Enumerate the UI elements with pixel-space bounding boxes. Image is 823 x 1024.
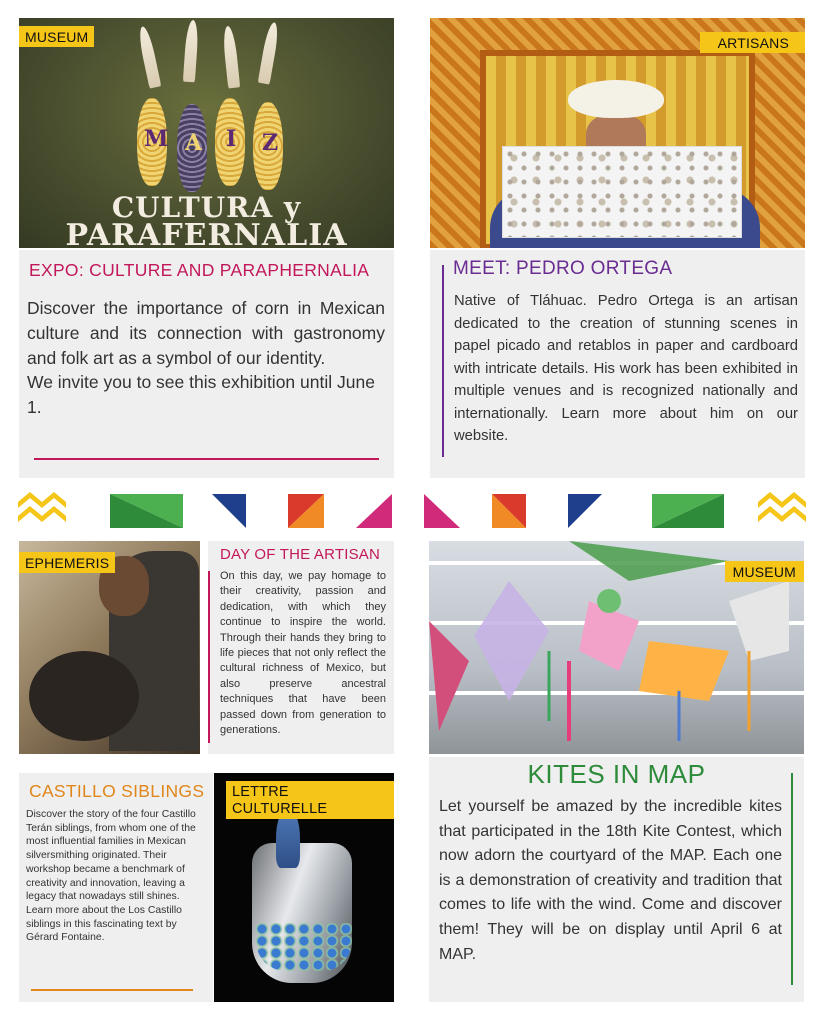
silver-pitcher-image[interactable] xyxy=(214,773,394,1002)
blue-triangle-shape xyxy=(212,494,246,528)
expo-card xyxy=(19,250,394,478)
meet-card xyxy=(430,250,805,478)
meet-accent-line xyxy=(442,265,444,457)
museum-tag: MUSEUM xyxy=(725,561,804,582)
magenta-triangle-shape xyxy=(424,494,460,528)
kites-card xyxy=(429,757,804,1002)
maiz-letter: A xyxy=(185,130,203,156)
artisans-tag: ARTISANS xyxy=(700,32,805,53)
kites-in-map-image[interactable] xyxy=(429,541,804,754)
expo-underline xyxy=(34,458,379,460)
castillo-text xyxy=(26,808,208,945)
clay-pot xyxy=(29,651,139,741)
expo-text-p2: We invite you to see this exhibition until June 1. xyxy=(27,372,375,418)
artisan-day-text: On this day, we pay homage to their creativity, passion and dedication, with which they continue to inspire the world. Through their hands they bring to life pieces that not only reflect the cultural richness of Mexico, but also preserve ancestral techniques that have been passed down from generation to generations. xyxy=(220,570,386,737)
poster-title-line1: CULTURA y xyxy=(111,191,302,224)
castillo-text-p1: Discover the story of the four Castillo Terán siblings, from whom one of the most influential families in Mexican silversmithing originated. Their workshop became a benchmark of creativity and innovation, leaving a legacy that nowadays still shines. xyxy=(26,809,196,903)
expo-title[interactable]: EXPO: CULTURE AND PARAPHERNALIA xyxy=(29,260,370,280)
decorative-band xyxy=(0,488,823,532)
meet-text: Native of Tláhuac. Pedro Ortega is an artisan dedicated to the creation of stunning scenes in papel picado and retablos in paper and cardboard with intricate details. His work has been exhibited in multiple venues and is recognized nationally and internationally. Learn more about him on our website. xyxy=(454,293,798,444)
lettre-culturelle-tag: LETTRE CULTURELLE xyxy=(226,781,394,819)
museum-tag: MUSEUM xyxy=(19,26,94,47)
zigzag-right xyxy=(758,492,806,522)
maiz-letter: Z xyxy=(262,130,279,156)
maiz-poster-image[interactable] xyxy=(19,18,394,248)
kites-accent-line xyxy=(791,773,793,985)
expo-text xyxy=(27,296,385,420)
castillo-text-p2: Learn more about the Los Castillo siblings in this fascinating text by Gérard Fontaine. xyxy=(26,904,182,944)
artisan-day-accent-line xyxy=(208,571,210,743)
artisan-pedro-ortega-image[interactable] xyxy=(430,18,805,248)
artisan-day-card xyxy=(208,541,394,754)
castillo-underline xyxy=(31,989,193,991)
artisan-day-title[interactable]: DAY OF THE ARTISAN xyxy=(220,546,381,563)
peacock-feathers xyxy=(256,923,352,971)
magenta-triangle-shape xyxy=(356,494,392,528)
blue-triangle-shape xyxy=(568,494,602,528)
husk-shape xyxy=(183,20,199,83)
papel-picado xyxy=(502,146,742,238)
zigzag-left xyxy=(18,492,66,522)
kites-title[interactable]: KITES IN MAP xyxy=(527,759,706,789)
castillo-title[interactable]: CASTILLO SIBLINGS xyxy=(29,781,205,801)
maiz-letter: I xyxy=(226,126,237,152)
maiz-letter: M xyxy=(144,126,169,152)
kites-text: Let yourself be amazed by the incredible kites that participated in the 18th Kite Contest, which now adorn the courtyard of the MAP. Each one is a demonstration of creativity and tradition that comes to life with the wind. Come and discover them! They will be on display until April 6 at MAP. xyxy=(439,798,782,963)
expo-text-p1: Discover the importance of corn in Mexican culture and its connection with gastronomy and folk art as a symbol of our identity. xyxy=(27,298,385,368)
husk-shape xyxy=(137,25,162,88)
ephemeris-tag: EPHEMERIS xyxy=(19,552,115,573)
husk-shape xyxy=(258,21,281,84)
poster-title-line2: PARAFERNALIA xyxy=(65,218,348,248)
artisan-working-image[interactable] xyxy=(19,541,200,754)
husk-shape xyxy=(222,26,240,89)
hat-shape xyxy=(568,80,664,118)
castillo-card xyxy=(19,773,213,1002)
meet-title[interactable]: MEET: PEDRO ORTEGA xyxy=(453,258,673,279)
